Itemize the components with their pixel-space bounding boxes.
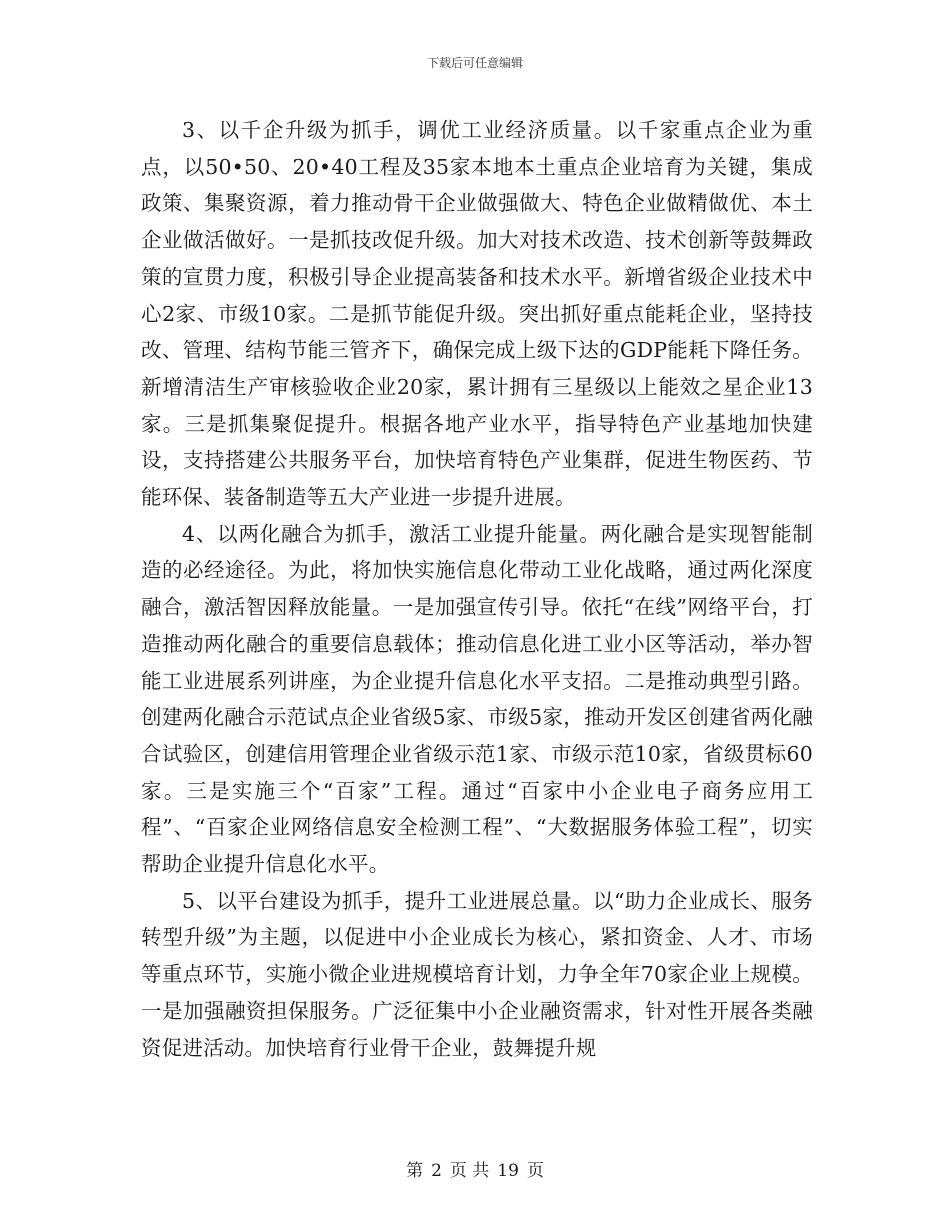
document-body — [141, 112, 813, 1066]
paragraph-3: 3、以千企升级为抓手，调优工业经济质量。以千家重点企业为重点，以50•50、20•40工程及35家本地本土重点企业培育为关键，集成政策、集聚资源，着力推动骨干企业做强做大、特色企业做精做优、本土企业做活做好。一是抓技改促升级。加大对技术改造、技术创新等鼓舞政策的宣贯力度，积极引导企业提高装备和技术水平。新增省级企业技术中心2家、市级10家。二是抓节能促升级。突出抓好重点能耗企业，坚持技改、管理、结构节能三管齐下，确保完成上级下达的GDP能耗下降任务。新增清洁生产审核验收企业20家，累计拥有三星级以上能效之星企业13家。三是抓集聚促提升。根据各地产业水平，指导特色产业基地加快建设，支持搭建公共服务平台，加快培育特色产业集群，促进生物医药、节能环保、装备制造等五大产业进一步提升进展。 — [141, 118, 813, 510]
page-footer — [0, 1156, 950, 1181]
page-number: 2 — [431, 1161, 442, 1181]
page-header: 下载后可任意编辑 — [426, 56, 523, 70]
paragraph-5: 5、以平台建设为抓手，提升工业进展总量。以“助力企业成长、服务转型升级”为主题，以促进中小企业成长为核心，紧扣资金、人才、市场等重点环节，实施小微企业进规模培育计划，力争全年70家企业上规模。一是加强融资担保服务。广泛征集中小企业融资需求，针对性开展各类融资促进活动。加快培育行业骨干企业，鼓舞提升规 — [141, 888, 813, 1060]
total-pages: 19 — [497, 1161, 519, 1181]
paragraph-4: 4、以两化融合为抓手，激活工业提升能量。两化融合是实现智能制造的必经途径。为此，将加快实施信息化带动工业化战略，通过两化深度融合，激活智因释放能量。一是加强宣传引导。依托“在线”网络平台，打造推动两化融合的重要信息载体；推动信息化进工业小区等活动，举办智能工业进展系列讲座，为企业提升信息化水平支招。二是推动典型引路。创建两化融合示范试点企业省级5家、市级5家，推动开发区创建省两化融合试验区，创建信用管理企业省级示范1家、市级示范10家，省级贯标60家。三是实施三个“百家”工程。通过“百家中小企业电子商务应用工程”、“百家企业网络信息安全检测工程”、“大数据服务体验工程”，切实帮助企业提升信息化水平。 — [141, 521, 813, 877]
footer-middle: 页 共 — [449, 1161, 490, 1181]
footer-prefix: 第 — [406, 1161, 424, 1181]
footer-suffix: 页 — [526, 1161, 544, 1181]
